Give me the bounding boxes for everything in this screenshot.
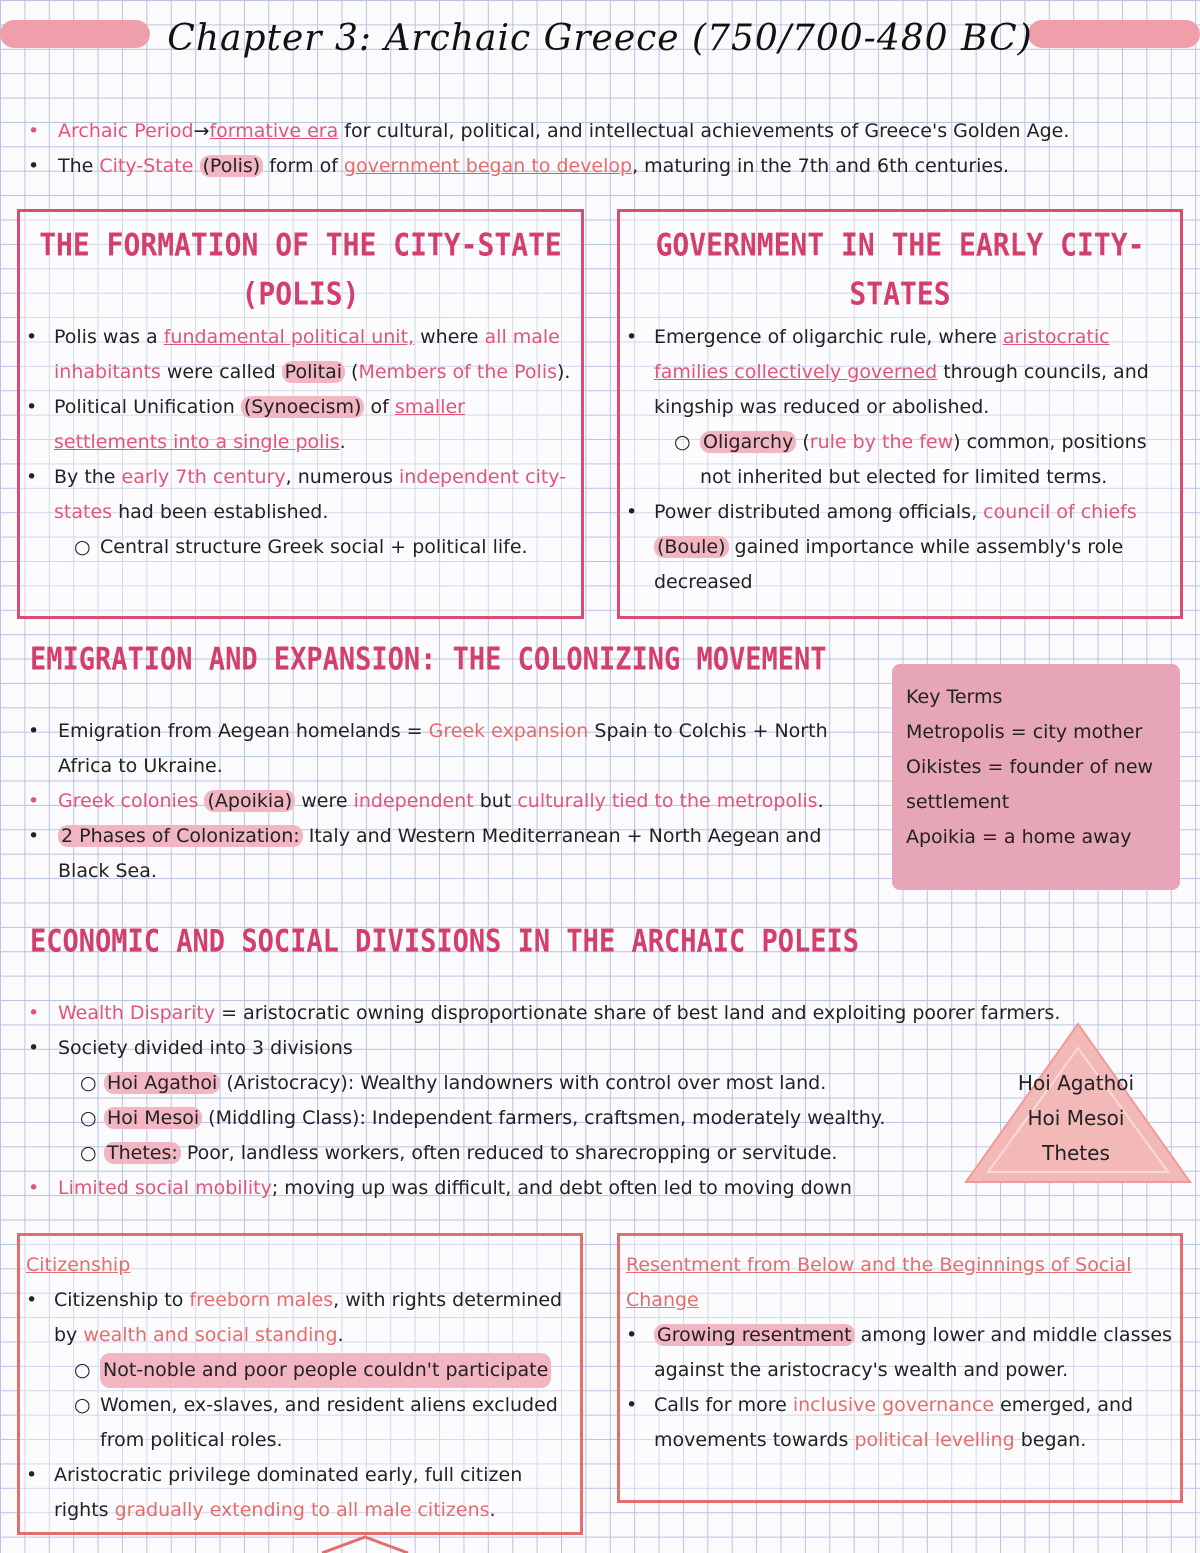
list-item: • Citizenship to freeborn males, with rights determined by wealth and social standing. [26, 1289, 563, 1346]
bullet: • [28, 120, 40, 142]
formation-box [17, 209, 584, 619]
key-term: Metropolis = city mother [906, 721, 1143, 743]
sub-item: ○ Thetes: Poor, landless workers, often reduced to sharecropping or servitude. [80, 1142, 838, 1164]
resentment-box [617, 1233, 1183, 1503]
pyramid-label: Hoi Agathoi [1017, 1071, 1135, 1095]
government-title: GOVERNMENT IN THE EARLY CITY-STATES [655, 226, 1145, 313]
list-item: • Polis was a fundamental political unit, where all male inhabitants were called Politai (Members of the Polis). [26, 326, 571, 383]
emigration-body [28, 714, 868, 889]
list-item: • Calls for more inclusive governance emerged, and movements towards political levelling began. [626, 1394, 1134, 1451]
sub-item: ○ Hoi Mesoi (Middling Class): Independent farmers, craftsmen, moderately wealthy. [80, 1107, 886, 1129]
formation-body [20, 320, 581, 565]
list-item: • Power distributed among officials, council of chiefs (Boule) gained importance while assembly's role decreased [626, 501, 1137, 593]
intro-line-1: • Archaic Period→formative era for cultural, political, and intellectual achievements of Greece's Golden Age. [28, 114, 1178, 149]
sub-item: ○ Not-noble and poor people couldn't participate [26, 1353, 572, 1388]
pyramid-label: Hoi Mesoi [1027, 1106, 1125, 1130]
sub-item: ○ Hoi Agathoi (Aristocracy): Wealthy landowners with control over most land. [80, 1072, 827, 1094]
list-item: • Emigration from Aegean homelands = Greek expansion Spain to Colchis + North Africa to Ukraine. [28, 720, 828, 777]
citizenship-box [17, 1233, 583, 1535]
resentment-title: Resentment from Below and the Beginnings of Social Change [626, 1254, 1132, 1311]
list-item: • Wealth Disparity = aristocratic owning disproportionate share of best land and exploiting poorer farmers. [28, 1002, 1061, 1024]
economic-title: ECONOMIC AND SOCIAL DIVISIONS IN THE ARCHAIC POLEIS [30, 924, 860, 960]
formation-title: THE FORMATION OF THE CITY-STATE (POLIS) [39, 226, 562, 313]
key-term: Oikistes = founder of new settlement [906, 756, 1154, 813]
government-box [617, 209, 1183, 619]
citizenship-body [20, 1236, 580, 1528]
emigration-title: EMIGRATION AND EXPANSION: THE COLONIZING MOVEMENT [30, 642, 827, 678]
citizenship-title: Citizenship [26, 1254, 131, 1276]
government-body [620, 320, 1180, 600]
list-item: • Limited social mobility; moving up was difficult, and debt often led to moving down [28, 1177, 852, 1199]
list-item: • Greek colonies (Apoikia) were independent but culturally tied to the metropolis. [28, 790, 824, 812]
list-item: • Growing resentment among lower and middle classes against the aristocracy's wealth and power. [626, 1324, 1172, 1381]
pyramid-label: Thetes [1042, 1141, 1110, 1165]
intro-line-2: • The City-State (Polis) form of government began to develop, maturing in the 7th and 6th centuries. [28, 149, 1178, 184]
bullet: • [28, 155, 40, 177]
chevron-down-icon [320, 1533, 410, 1553]
list-item: • Society divided into 3 divisions [28, 1037, 353, 1059]
page-title: Chapter 3: Archaic Greece (750/700-480 BC) [167, 18, 1033, 59]
key-terms-box [892, 664, 1180, 890]
list-item: • By the early 7th century, numerous independent city-states had been established. [26, 466, 567, 523]
list-item: • 2 Phases of Colonization: Italy and Western Mediterranean + North Aegean and Black Sea. [28, 825, 822, 882]
key-terms-heading: Key Terms [906, 686, 1003, 708]
sub-item: ○ Women, ex-slaves, and resident aliens excluded from political roles. [74, 1394, 558, 1451]
sub-item: ○ Central structure Greek social + political life. [74, 536, 528, 558]
list-item: • Political Unification (Synoecism) of smaller settlements into a single polis. [26, 396, 465, 453]
sub-item: ○ Oligarchy (rule by the few) common, positions not inherited but elected for limited terms. [674, 431, 1147, 488]
resentment-body [620, 1236, 1180, 1458]
intro [28, 114, 1178, 184]
key-term: Apoikia = a home away [906, 826, 1132, 848]
arrow-icon: → [193, 120, 210, 142]
list-item: • Emergence of oligarchic rule, where aristocratic families collectively governed through councils, and kingship was reduced or abolished. [626, 326, 1149, 418]
pyramid-labels [1000, 1066, 1152, 1171]
list-item: • Aristocratic privilege dominated early, full citizen rights gradually extending to all male citizens. [26, 1464, 523, 1521]
